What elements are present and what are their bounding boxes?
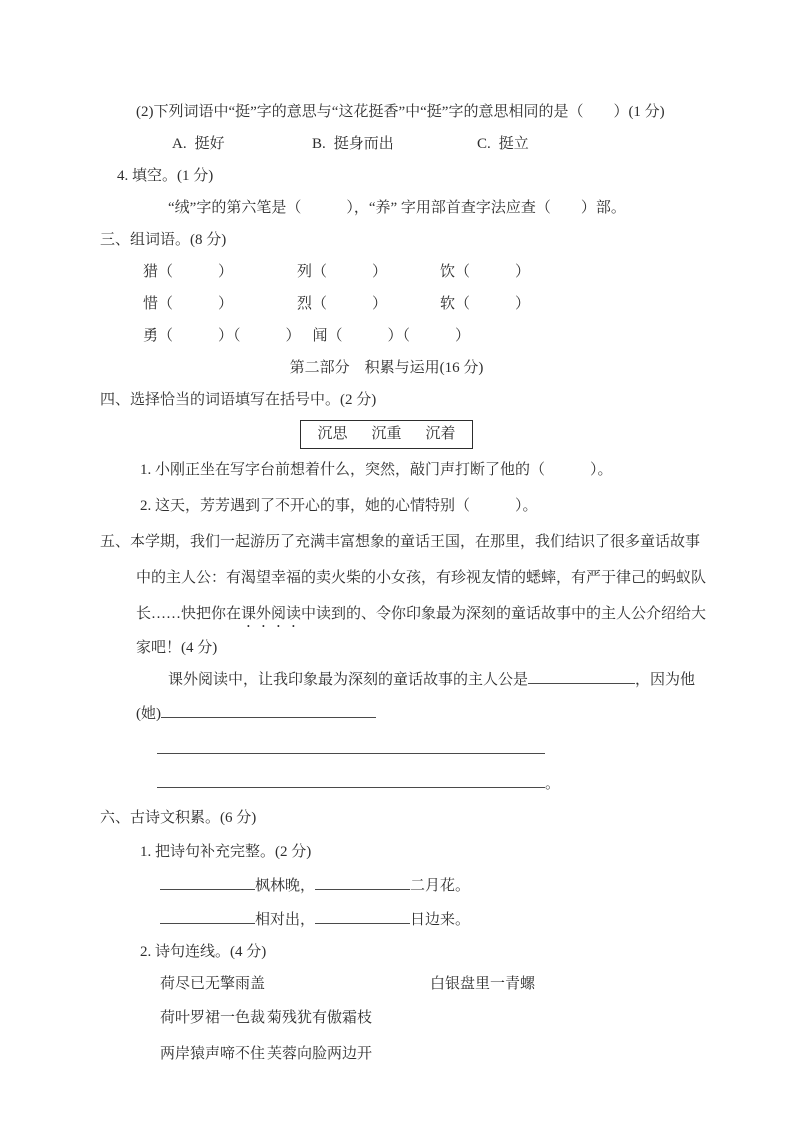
q2-prompt: (2)下列词语中“挺”字的意思与“这花挺香”中“挺”字的意思相同的是（ ）(1 分)	[136, 104, 665, 120]
section5-line-4: 家吧！(4 分)	[136, 640, 218, 656]
answer-tail-text: ，因为他	[635, 672, 696, 688]
option-c	[477, 136, 529, 152]
q4-heading: 4. 填空。(1 分)	[117, 168, 214, 184]
section6-heading: 六、古诗文积累。(6 分)	[100, 810, 257, 826]
word-cell: 闻（ ）（ ）	[312, 328, 471, 344]
word-bank-box	[300, 420, 472, 449]
match-left-item: 荷叶罗裙一色裁	[160, 1010, 266, 1026]
verse-2-end: 日边来。	[410, 912, 471, 928]
word-cell: 饮（ ）	[440, 264, 531, 280]
verse-line-2	[160, 904, 673, 936]
answer-pronoun: (她)	[136, 706, 161, 722]
verse-1-end: 二月花。	[410, 878, 471, 894]
word-bank-item: 沉思	[317, 426, 348, 442]
section5-line-3	[136, 596, 707, 632]
match-right-item: 芙蓉向脸两边开	[267, 1046, 373, 1062]
word-cell: 猎（ ）	[143, 264, 234, 280]
verse-1-mid: 枫林晚，	[255, 878, 316, 894]
match-row-3	[160, 1036, 673, 1072]
word-cell: 勇（ ）（ ）	[143, 328, 301, 344]
word-cell: 惜（ ）	[143, 296, 234, 312]
verse-blank	[315, 875, 410, 890]
answer-line-1	[168, 664, 696, 696]
option-b-label: B.	[312, 136, 326, 152]
match-right-item: 菊残犹有傲霜枝	[267, 1010, 373, 1026]
q2-options-row	[172, 128, 673, 160]
section6-sub2-heading: 2. 诗句连线。(4 分)	[140, 944, 267, 960]
verse-blank	[315, 909, 410, 924]
verse-blank	[160, 875, 255, 890]
option-c-text: 挺立	[498, 136, 529, 152]
answer-blank	[161, 703, 376, 718]
verse-line-1	[160, 868, 673, 904]
word-row-3	[143, 320, 673, 352]
section5-line-2: 中的主人公：有渴望幸福的卖火柴的小女孩，有珍视友情的蟋蟀，有严于律己的蚂蚁队	[136, 570, 707, 586]
section5-line-3-emphasized: 课外阅读	[241, 606, 302, 622]
option-a-text: 挺好	[194, 136, 225, 152]
section4-item-1: 1. 小刚正坐在写字台前想着什么，突然，敲门声打断了他的（ ）。	[140, 462, 613, 478]
option-a-label: A.	[172, 136, 187, 152]
answer-period: 。	[545, 776, 561, 792]
answer-blank	[157, 739, 545, 754]
section5-line-3-post: 中读到的、令你印象最为深刻的童话故事中的主人公介绍给大	[301, 606, 707, 622]
match-row-1	[160, 968, 673, 1000]
section5-line-1: 五、本学期，我们一起游历了充满丰富想象的童话王国，在那里，我们结识了很多童话故事	[100, 534, 701, 550]
answer-lead-text: 课外阅读中，让我印象最为深刻的童话故事的主人公是	[168, 672, 529, 688]
option-c-label: C.	[477, 136, 491, 152]
section3-heading: 三、组词语。(8 分)	[100, 232, 227, 248]
word-row-1	[143, 256, 673, 288]
section6-sub1-heading: 1. 把诗句补充完整。(2 分)	[140, 844, 312, 860]
section4-heading: 四、选择恰当的词语填写在括号中。(2 分)	[100, 392, 377, 408]
match-left-item: 两岸猿声啼不住	[160, 1046, 266, 1062]
word-cell: 列（ ）	[297, 264, 388, 280]
option-a	[172, 128, 312, 160]
q4-sentence: “绒”字的第六笔是（ ），“养” 字用部首查字法应查（ ）部。	[168, 200, 626, 216]
word-bank-item: 沉重	[371, 426, 402, 442]
verse-blank	[160, 909, 255, 924]
answer-blank	[157, 773, 545, 788]
answer-line-3	[157, 732, 673, 768]
match-row-2	[160, 1000, 673, 1036]
match-left-item: 荷尽已无擎雨盖	[160, 976, 266, 992]
word-bank-line	[100, 416, 673, 452]
part2-heading: 第二部分 积累与运用(16 分)	[289, 360, 484, 376]
option-b-text: 挺身而出	[333, 136, 394, 152]
verse-2-mid: 相对出，	[255, 912, 316, 928]
answer-line-4	[157, 768, 673, 800]
word-cell: 软（ ）	[440, 296, 531, 312]
section4-item-2: 2. 这天，芳芳遇到了不开心的事，她的心情特别（ ）。	[140, 498, 538, 514]
option-b	[312, 128, 477, 160]
answer-blank	[528, 669, 635, 684]
answer-line-2	[136, 696, 673, 732]
section5-line-3-pre: 长……快把你在	[136, 606, 242, 622]
word-bank-item: 沉着	[425, 426, 456, 442]
word-cell: 烈（ ）	[297, 296, 388, 312]
match-right-item: 白银盘里一青螺	[430, 976, 536, 992]
word-row-2	[143, 288, 673, 320]
